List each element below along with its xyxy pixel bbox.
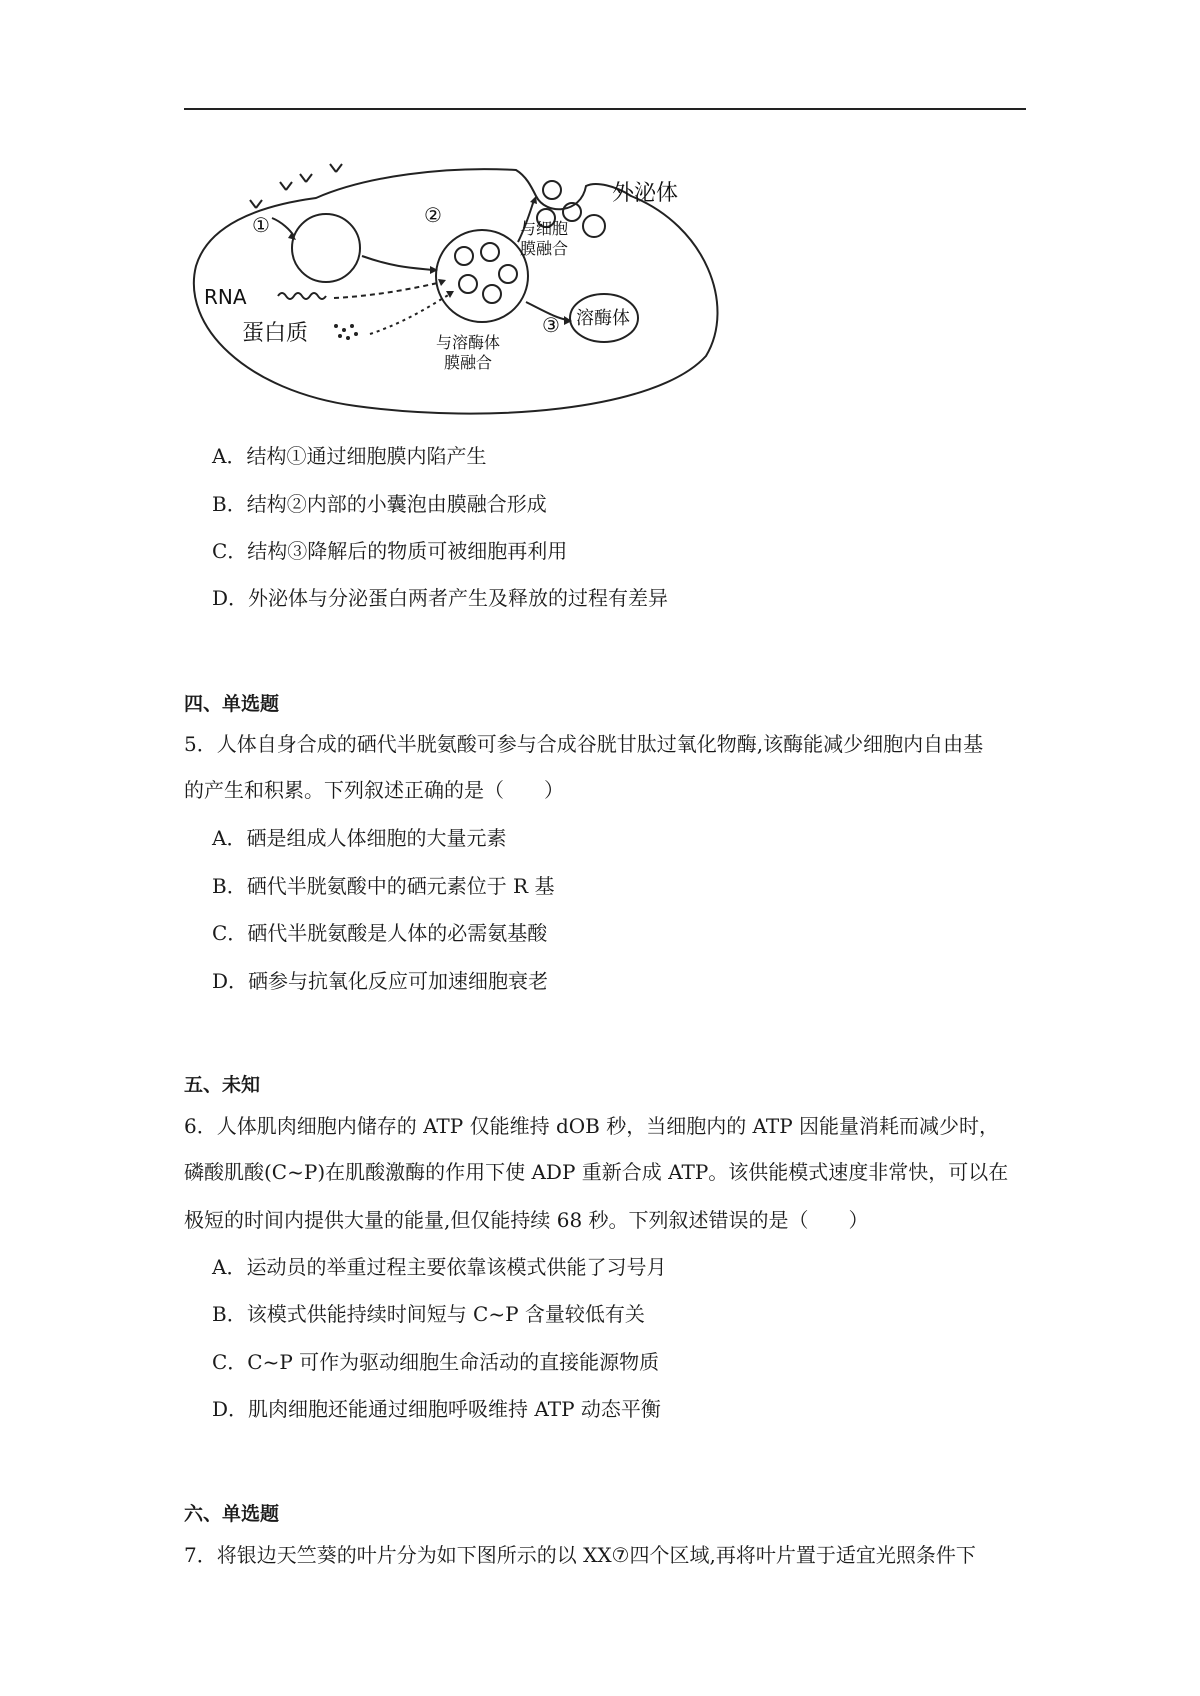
q7-stem-line-1: 7．将银边天竺葵的叶片分为如下图所示的以 XX⑦四个区域,再将叶片置于适宜光照条件下 bbox=[184, 1543, 976, 1567]
label-fuse-membrane-2: 膜融合 bbox=[520, 239, 569, 258]
section-heading-5: 五、未知 bbox=[184, 1074, 261, 1096]
label-struct3: ③ bbox=[542, 313, 560, 337]
section-heading-4: 四、单选题 bbox=[184, 693, 280, 715]
q4-option-d: D．外泌体与分泌蛋白两者产生及释放的过程有差异 bbox=[212, 586, 669, 610]
q4-option-a: A．结构①通过细胞膜内陷产生 bbox=[212, 444, 487, 468]
label-struct2: ② bbox=[424, 203, 442, 227]
label-protein: 蛋白质 bbox=[242, 321, 309, 346]
q6-stem-line-3: 极短的时间内提供大量的能量,但仅能持续 68 秒。下列叙述错误的是（ ） bbox=[184, 1208, 869, 1232]
q6-option-b: B．该模式供能持续时间短与 C~P 含量较低有关 bbox=[212, 1302, 645, 1326]
label-fuse-membrane-1: 与细胞 bbox=[520, 219, 569, 238]
label-rna: RNA bbox=[204, 285, 247, 309]
q6-stem-line-2: 磷酸肌酸(C~P)在肌酸激酶的作用下使 ADP 重新合成 ATP。该供能模式速度非常快，可以在 bbox=[184, 1160, 1009, 1184]
label-fuse-lysosome-1: 与溶酶体 bbox=[436, 333, 501, 352]
q6-option-d: D．肌肉细胞还能通过细胞呼吸维持 ATP 动态平衡 bbox=[212, 1397, 661, 1421]
q5-option-b: B．硒代半胱氨酸中的硒元素位于 R 基 bbox=[212, 874, 555, 898]
label-fuse-lysosome-2: 膜融合 bbox=[444, 353, 493, 372]
exosome-diagram bbox=[186, 156, 746, 418]
label-struct1: ① bbox=[252, 213, 270, 237]
label-lysosome: 溶酶体 bbox=[576, 308, 630, 329]
q5-option-d: D．硒参与抗氧化反应可加速细胞衰老 bbox=[212, 969, 549, 993]
q4-option-b: B．结构②内部的小囊泡由膜融合形成 bbox=[212, 492, 547, 516]
q5-option-a: A．硒是组成人体细胞的大量元素 bbox=[212, 826, 507, 850]
q5-stem-line-1: 5．人体自身合成的硒代半胱氨酸可参与合成谷胱甘肽过氧化物酶,该酶能减少细胞内自由基 bbox=[184, 732, 984, 756]
q5-stem-line-2: 的产生和积累。下列叙述正确的是（ ） bbox=[184, 778, 564, 802]
q4-option-c: C．结构③降解后的物质可被细胞再利用 bbox=[212, 539, 568, 563]
q6-option-c: C．C~P 可作为驱动细胞生命活动的直接能源物质 bbox=[212, 1350, 660, 1374]
label-exosome: 外泌体 bbox=[612, 181, 679, 206]
q6-option-a: A．运动员的举重过程主要依靠该模式供能了习号月 bbox=[212, 1255, 667, 1279]
early-endosome bbox=[292, 214, 360, 282]
multivesicular-body bbox=[436, 230, 528, 322]
q5-option-c: C．硒代半胱氨酸是人体的必需氨基酸 bbox=[212, 921, 548, 945]
q6-stem-line-1: 6．人体肌肉细胞内储存的 ATP 仅能维持 dOB 秒，当细胞内的 ATP 因能量消耗而减少时， bbox=[184, 1114, 1000, 1138]
header-rule bbox=[184, 108, 1026, 110]
section-heading-6: 六、单选题 bbox=[184, 1503, 280, 1525]
